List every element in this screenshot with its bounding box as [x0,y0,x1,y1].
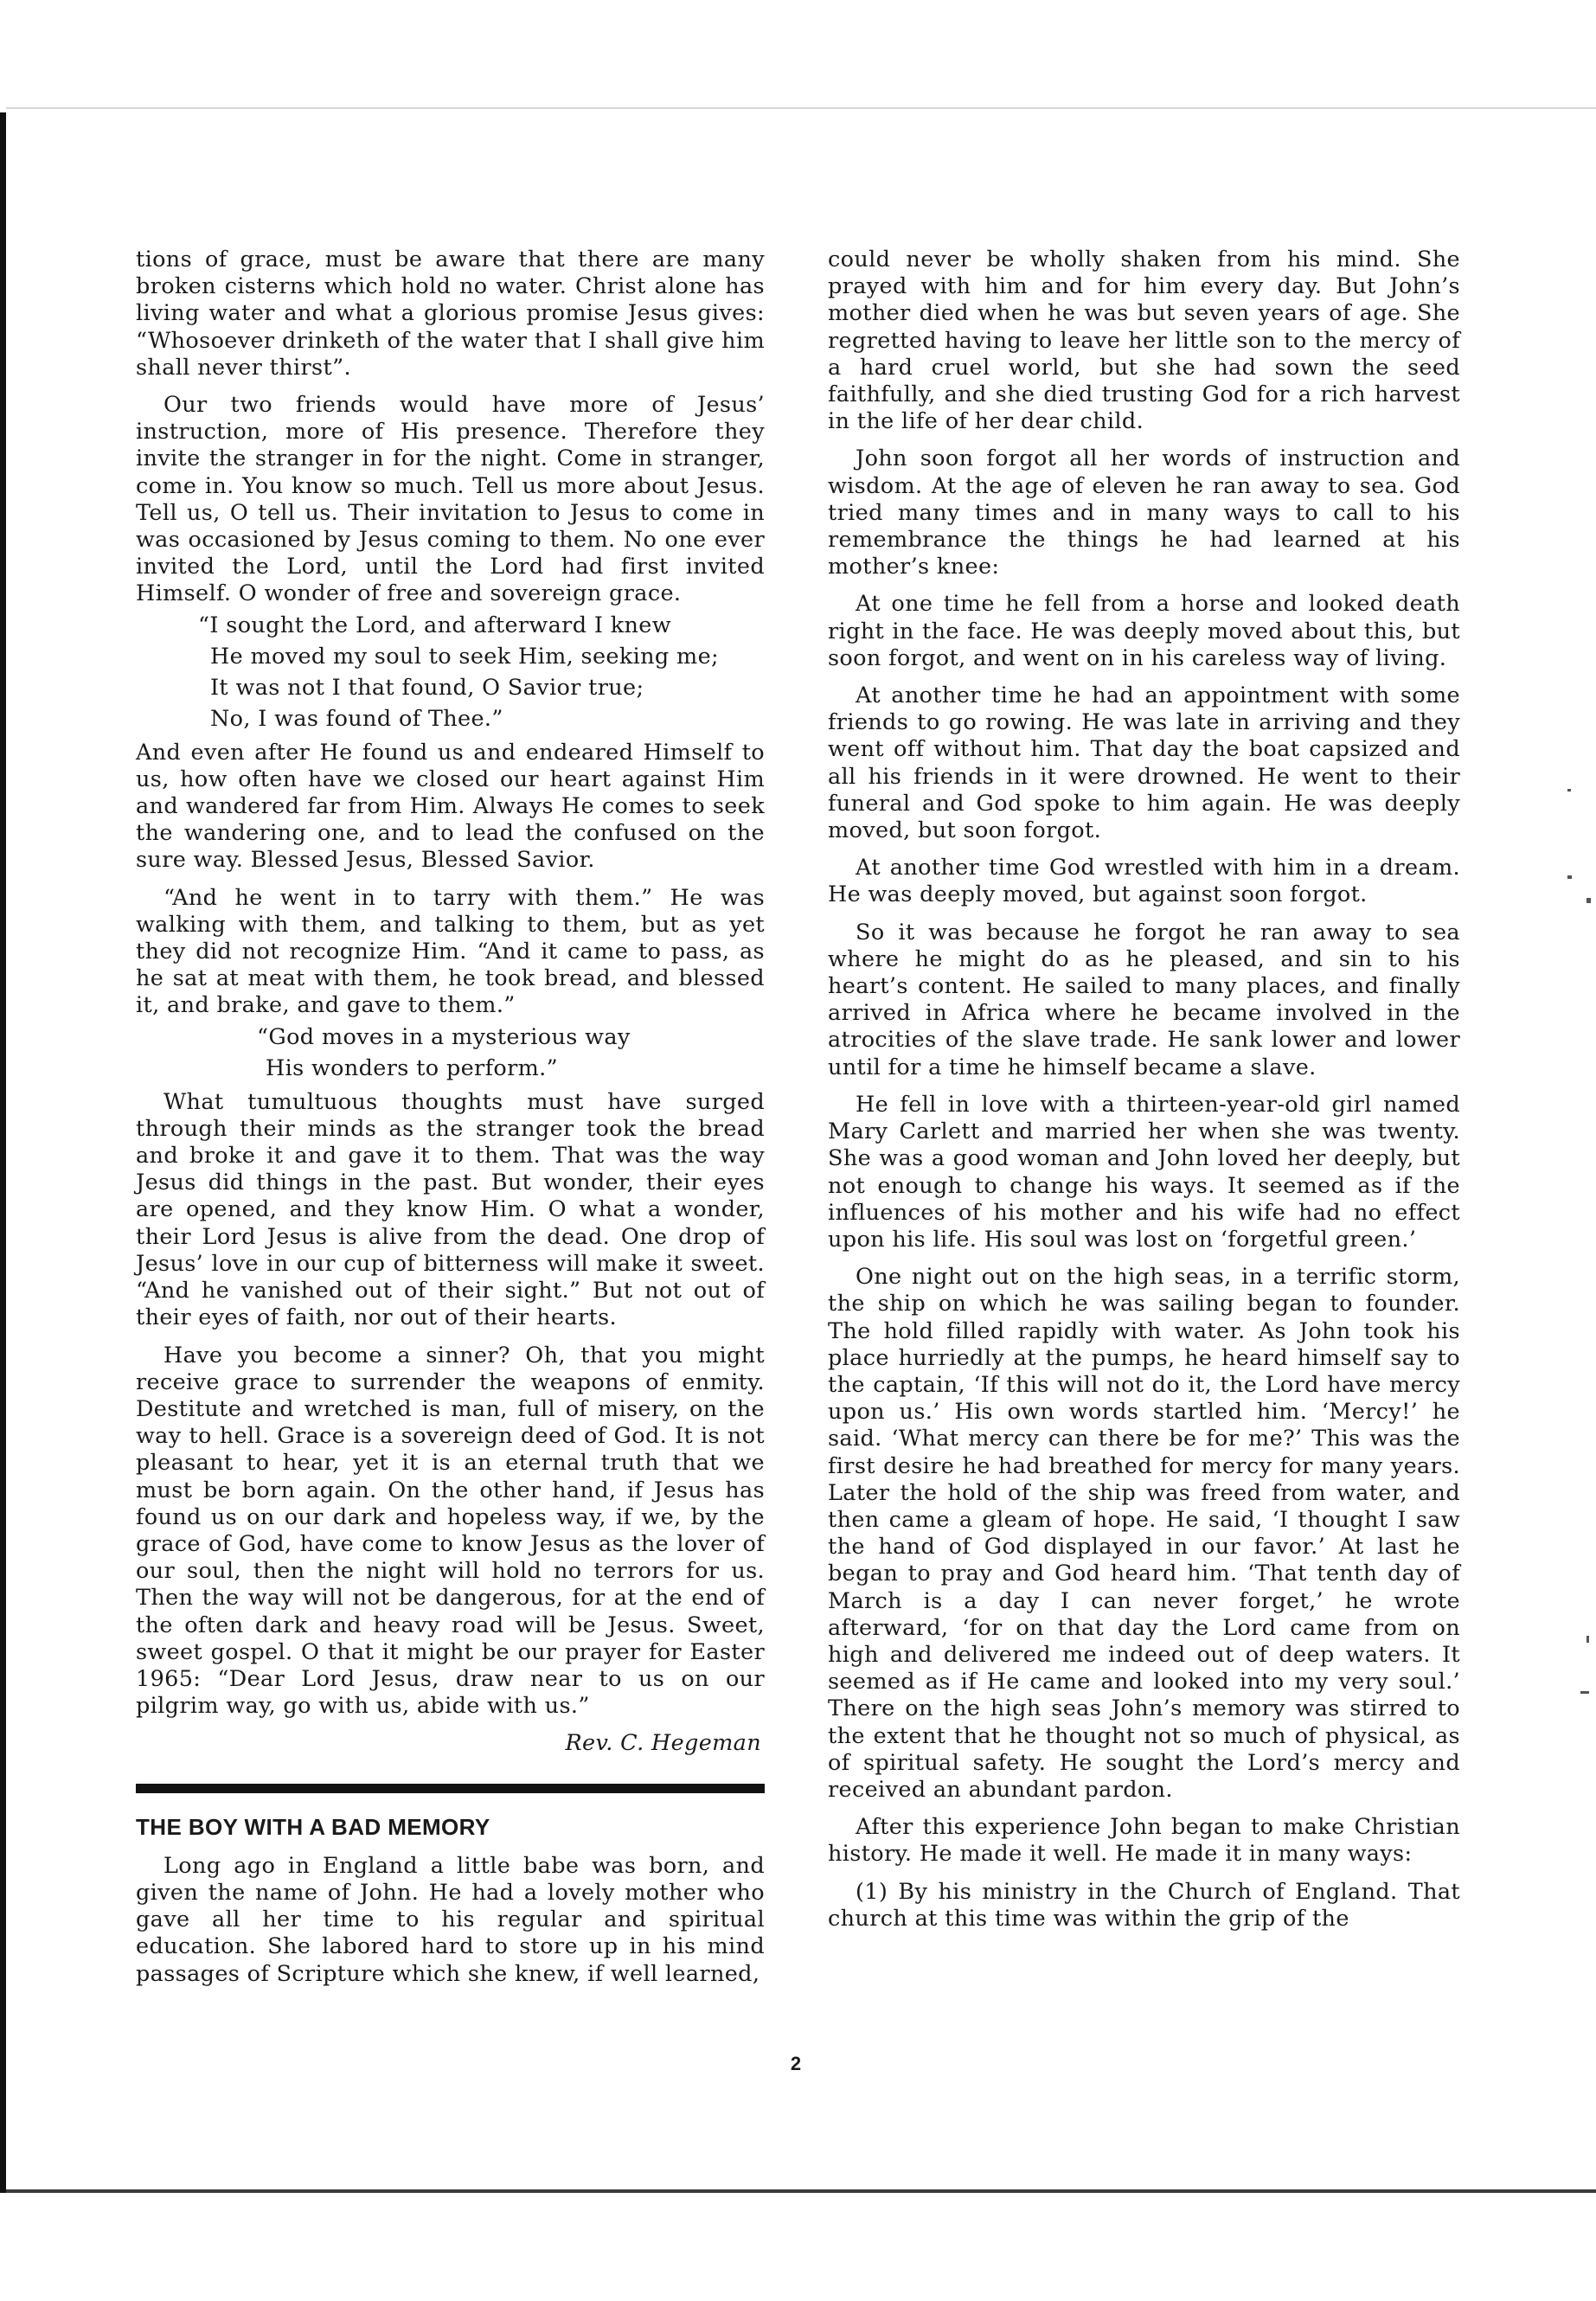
scan-speck [1567,789,1571,792]
paragraph: So it was because he forgot he ran away to sea where he might do as he pleased, and sin to his heart’s content. He sailed to many places, and finally arrived in Africa where he became involved in the atrocities of the slave trade. He sank lower and lower until for a time he himself became a slave. [828,919,1460,1080]
paragraph: Our two friends would have more of Jesus’ instruction, more of His presence. Therefore they invite the stranger in for the night. Come in stranger, come in. You know so much. Tell us more about Jesus. Tell us, O tell us. Their invitation to Jesus to come in was occasioned by Jesus coming to them. No one ever invited the Lord, until the Lord had first invited Himself. O wonder of free and sovereign grace. [136,392,765,607]
poem-line: It was not I that found, O Savior true; [210,674,644,701]
poem-line: “God moves in a mysterious way [257,1023,631,1050]
poem-line: “I sought the Lord, and afterward I knew [198,612,671,638]
paragraph: He fell in love with a thirteen-year-old girl named Mary Carlett and married her when she was twenty. She was a good woman and John loved her deeply, but not enough to change his ways. It seemed as if the influences of his mother and his wife had no effect upon his life. His soul was lost on ‘forgetful green.’ [828,1091,1460,1253]
paragraph: Have you become a sinner? Oh, that you might receive grace to surrender the weapons of enmity. Destitute and wretched is man, full of misery, on the way to hell. Grace is a sovereign deed of God. It is not pleasant to hear, yet it is an eternal truth that we must be born again. On the other hand, if Jesus has found us on our dark and hopeless way, if we, by the grace of God, have come to know Jesus as the lover of our soul, then the night will hold no terrors for us. Then the way will not be dangerous, for at the end of the often dark and heavy road will be Jesus. Sweet, sweet gospel. O that it might be our prayer for Easter 1965: “Dear Lord Jesus, draw near to us on our pilgrim way, go with us, abide with us.” [136,1342,765,1720]
poem-line: No, I was found of Thee.” [210,705,503,732]
poem-line: He moved my soul to seek Him, seeking me; [210,643,719,670]
scan-speck [1586,898,1591,903]
page-number: 2 [790,2053,802,2074]
paragraph: Long ago in England a little babe was born, and given the name of John. He had a lovely mother who gave all her time to his regular and spiritual education. She labored hard to store up in his mind passages of Scripture which she knew, if well learned, [136,1852,765,1987]
scan-top-edge [6,107,1596,109]
paragraph: tions of grace, must be aware that there are many broken cisterns which hold no water. Christ alone has living water and what a glorious promise Jesus gives: “Whosoever drinketh of the water that I shall give him shall never thirst”. [136,247,765,381]
left-column [136,247,765,1998]
paragraph: could never be wholly shaken from his mind. She prayed with him and for him every day. But John’s mother died when he was but seven years of age. She regretted having to leave her little son to the mercy of a hard cruel world, but she had sown the seed faithfully, and she died trusting God for a rich harvest in the life of her dear child. [828,247,1460,435]
scan-left-edge [0,112,6,2193]
article-heading: THE BOY WITH A BAD MEMORY [136,1813,490,1840]
scan-bottom-edge [6,2189,1596,2193]
paragraph: After this experience John began to make Christian history. He made it well. He made it in many ways: [828,1814,1460,1868]
scan-speck [1586,1636,1589,1643]
poem-stanza [136,610,765,734]
paragraph: (1) By his ministry in the Church of England. That church at this time was within the grip of the [828,1878,1460,1932]
paragraph: And even after He found us and endeared Himself to us, how often have we closed our heart against Him and wandered far from Him. Always He comes to seek the wandering one, and to lead the confused on the sure way. Blessed Jesus, Blessed Savior. [136,739,765,874]
author-signature: Rev. C. Hegeman [565,1730,761,1757]
section-divider [136,1784,765,1793]
paragraph: At another time God wrestled with him in a dream. He was deeply moved, but against soon forgot. [828,855,1460,908]
paragraph: “And he went in to tarry with them.” He was walking with them, and talking to them, but as yet they did not recognize Him. “And it came to pass, as he sat at meat with them, he took bread, and blessed it, and brake, and gave to them.” [136,884,765,1019]
right-column [828,247,1460,1943]
paragraph: At one time he fell from a horse and looked death right in the face. He was deeply moved about this, but soon forgot, and went on in his careless way of living. [828,591,1460,671]
paragraph: At another time he had an appointment with some friends to go rowing. He was late in arriving and they went off without him. That day the boat capsized and all his friends in it were drowned. He went to their funeral and God spoke to him again. He was deeply moved, but soon forgot. [828,683,1460,844]
poem-stanza [136,1022,765,1084]
scan-speck [1567,875,1572,879]
paragraph: What tumultuous thoughts must have surged through their minds as the stranger took the bread and broke it and gave it to them. That was the way Jesus did things in the past. But wonder, their eyes are opened, and they know Him. O what a wonder, their Lord Jesus is alive from the dead. One drop of Jesus’ love in our cup of bitterness will make it sweet. “And he vanished out of their sight.” But not out of their eyes of faith, nor out of their hearts. [136,1088,765,1331]
scan-speck [1580,1691,1589,1694]
paragraph: John soon forgot all her words of instruction and wisdom. At the age of eleven he ran away to sea. God tried many times and in many ways to call to his remembrance the things he had learned at his mother’s knee: [828,445,1460,580]
paragraph: One night out on the high seas, in a terrific storm, the ship on which he was sailing began to founder. The hold filled rapidly with water. As John took his place hurriedly at the pumps, he heard himself say to the captain, ‘If this will not do it, the Lord have mercy upon us.’ His own words startled him. ‘Mercy!’ he said. ‘What mercy can there be for me?’ This was the first desire he had breathed for mercy for many years. Later the hold of the ship was freed from water, and then came a gleam of hope. He said, ‘I thought I saw the hand of God displayed in our favor.’ At last he began to pray and God heard him. ‘That tenth day of March is a day I can never forget,’ he wrote afterward, ‘for on that day the Lord came from on high and delivered me indeed out of deep waters. It seemed as if He came and looked into my very soul.’ There on the high seas John’s memory was stirred to the extent that he thought not so much of physical, as of spiritual safety. He sought the Lord’s mercy and received an abundant pardon. [828,1264,1460,1803]
poem-line: His wonders to perform.” [266,1054,558,1081]
